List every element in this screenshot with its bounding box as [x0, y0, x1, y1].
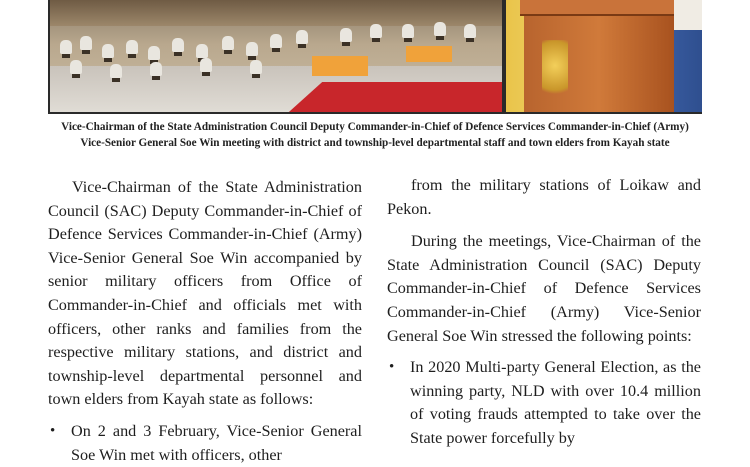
podium-photo	[506, 0, 702, 112]
article-column-right	[387, 174, 701, 451]
article-paragraph: from the military stations of Loikaw and Pekon.	[387, 176, 701, 218]
article-column-left	[48, 176, 362, 467]
photo-caption: Vice-Chairman of the State Administration Council Deputy Commander-in-Chief of Defence Services Commander-in-Chief (Army) Vice-Senior General Soe Win meeting with district and township-level departmental staff and town elders from Kayah state	[61, 121, 689, 149]
bullet-text: On 2 and 3 February, Vice-Senior General Soe Win met with officers, other	[71, 421, 362, 464]
bullet-symbol: •	[389, 359, 395, 376]
bullet-symbol: •	[50, 422, 56, 439]
bullet-text: In 2020 Multi-party General Election, as the winning party, NLD with over 10.4 million of voting frauds attempted to take over the State power forcefully by	[410, 358, 701, 447]
meeting-hall-photo	[50, 0, 502, 112]
article-paragraph: Vice-Chairman of the State Administration Council (SAC) Deputy Commander-in-Chief of Defence Services Commander-in-Chief (Army) Vice-Senior General Soe Win accompanied by senior military officers from Office of Commander-in-Chief and officials met with officers, other ranks and families from the respective military stations, and district and township-level departmental personnel and town elders from Kayah state as follows:	[48, 178, 362, 409]
news-photo-strip	[48, 0, 702, 114]
bullet-item	[387, 356, 701, 450]
article-paragraph: During the meetings, Vice-Chairman of the State Administration Council (SAC) Deputy Commander-in-Chief of Defence Services Commander-in-Chief (Army) Vice-Senior General Soe Win stressed the following points:	[387, 232, 701, 345]
